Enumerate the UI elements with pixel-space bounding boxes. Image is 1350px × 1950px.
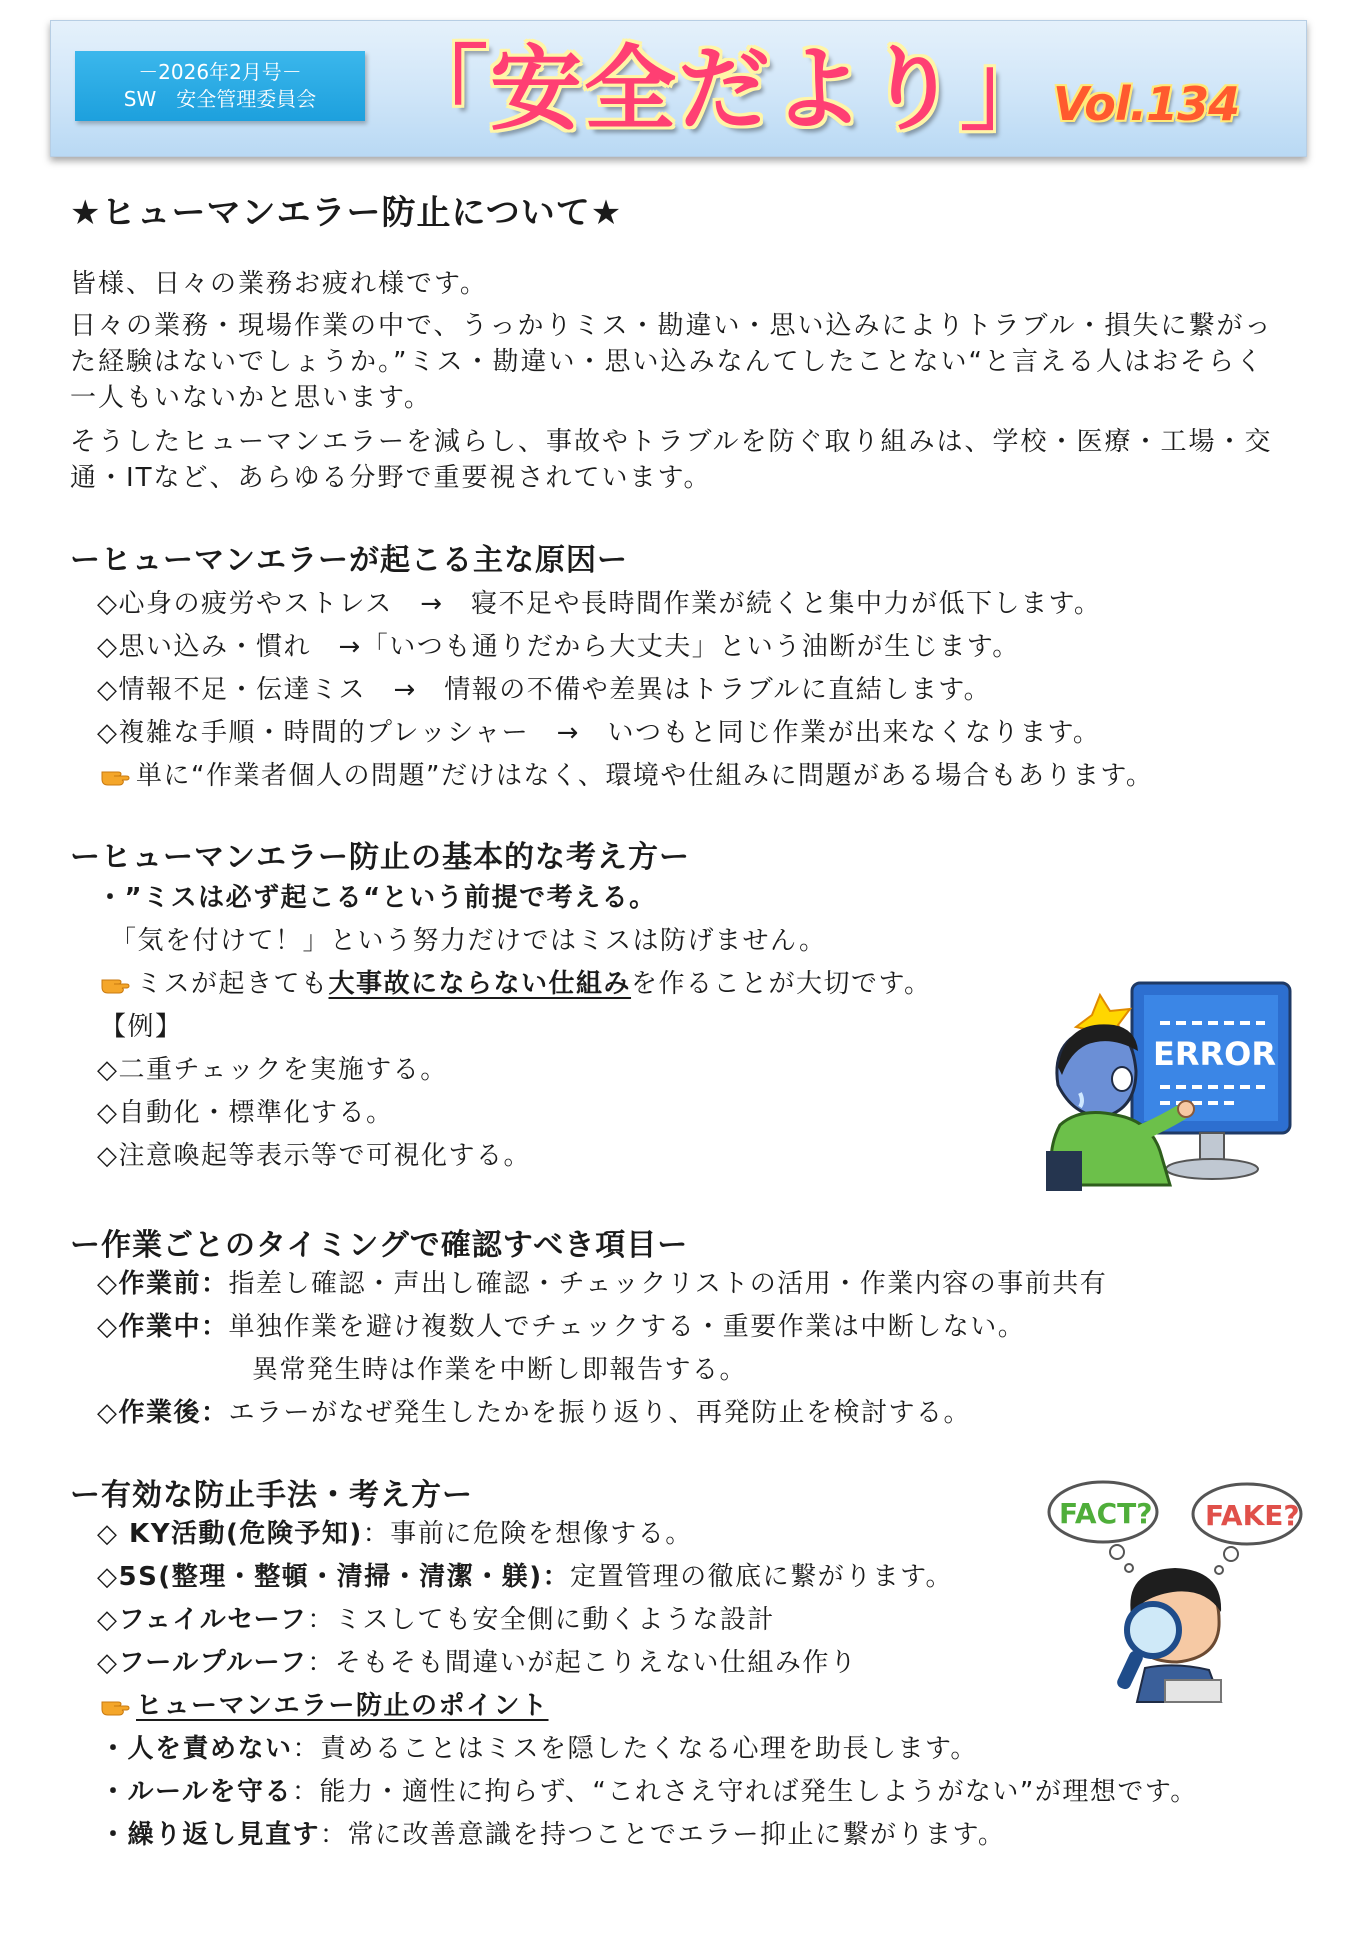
timing-item-before bbox=[97, 1266, 1107, 1302]
basics-line: 「気を付けて！」という努力だけではミスは防げません。 bbox=[110, 926, 827, 956]
method-text: ：ミスしても安全側に動くような設計 bbox=[307, 1605, 775, 1635]
pointing-hand-icon bbox=[100, 1692, 132, 1718]
error-text: ERROR bbox=[1153, 1035, 1276, 1073]
method-item bbox=[97, 1559, 953, 1595]
methods-heading: ー有効な防止手法・考え方ー bbox=[70, 1478, 473, 1513]
point-before: ミスが起きても bbox=[136, 969, 329, 999]
method-label: ◇フェイルセーフ bbox=[97, 1605, 308, 1635]
method-item bbox=[97, 1645, 857, 1681]
example-item: ◇注意喚起等表示等で可視化する。 bbox=[97, 1141, 531, 1171]
timing-item-after bbox=[97, 1395, 971, 1431]
point-after: を作ることが大切です。 bbox=[631, 969, 932, 999]
causes-heading: ーヒューマンエラーが起こる主な原因ー bbox=[70, 543, 628, 578]
issue-label bbox=[75, 51, 365, 121]
newsletter-title: 「安全だより」 bbox=[396, 36, 1055, 143]
method-label: ◇フールプルーフ bbox=[97, 1648, 308, 1678]
issue-date: －2026年2月号－ bbox=[138, 60, 302, 84]
header-banner bbox=[50, 20, 1307, 157]
points-heading: ヒューマンエラー防止のポイント bbox=[136, 1691, 549, 1721]
point-text: ：能力・適性に拘らず、“これさえ守れば発生しようがない”が理想です。 bbox=[291, 1777, 1198, 1807]
timing-item-during bbox=[97, 1309, 1025, 1345]
timing-label: ◇作業中： bbox=[97, 1312, 229, 1342]
committee-name: SW 安全管理委員会 bbox=[123, 87, 317, 111]
point-label: ・ルールを守る bbox=[100, 1777, 292, 1807]
timing-text: 指差し確認・声出し確認・チェックリストの活用・作業内容の事前共有 bbox=[228, 1269, 1108, 1299]
method-item bbox=[97, 1516, 693, 1552]
volume-number: Vol.134 bbox=[1053, 77, 1240, 131]
cause-item: ◇情報不足・伝達ミス → 情報の不備や差異はトラブルに直結します。 bbox=[97, 675, 992, 705]
method-text: 定置管理の徹底に繋がります。 bbox=[570, 1562, 953, 1592]
point-item bbox=[100, 1774, 1198, 1810]
example-label: 【例】 bbox=[100, 1012, 183, 1042]
method-text: ：事前に危険を想像する。 bbox=[362, 1519, 693, 1549]
causes-note-text: 単に“作業者個人の問題”だけはなく、環境や仕組みに問題がある場合もあります。 bbox=[136, 761, 1154, 791]
main-title: ★ヒューマンエラー防止について★ bbox=[70, 193, 623, 233]
pointing-hand-icon bbox=[100, 970, 132, 996]
method-item bbox=[97, 1602, 775, 1638]
point-item bbox=[100, 1817, 1005, 1853]
timing-label: ◇作業後： bbox=[97, 1398, 229, 1428]
point-text: ：常に改善意識を持つことでエラー抑止に繋がります。 bbox=[320, 1820, 1006, 1850]
method-text: ：そもそも間違いが起こりえない仕組み作り bbox=[307, 1648, 858, 1678]
cause-item: ◇心身の疲労やストレス → 寝不足や長時間作業が続くと集中力が低下します。 bbox=[97, 589, 1102, 619]
timing-heading: ー作業ごとのタイミングで確認すべき項目ー bbox=[70, 1228, 689, 1263]
timing-text: エラーがなぜ発生したかを振り返り、再発防止を検討する。 bbox=[228, 1398, 972, 1428]
points-heading-row bbox=[100, 1688, 549, 1724]
point-text: ：責めることはミスを隠したくなる心理を助長します。 bbox=[292, 1734, 978, 1764]
method-label: ◇5S(整理・整頓・清掃・清潔・躾)： bbox=[97, 1562, 571, 1592]
method-label: ◇ KY活動(危険予知) bbox=[97, 1519, 363, 1549]
cause-item: ◇複雑な手順・時間的プレッシャー → いつもと同じ作業が出来なくなります。 bbox=[97, 718, 1101, 748]
basics-point bbox=[100, 966, 931, 1002]
fake-label: FAKE? bbox=[1205, 1499, 1300, 1532]
example-item: ◇自動化・標準化する。 bbox=[97, 1098, 394, 1128]
timing-text: 単独作業を避け複数人でチェックする・重要作業は中断しない。 bbox=[228, 1312, 1026, 1342]
pointing-hand-icon bbox=[100, 762, 132, 788]
point-label: ・人を責めない bbox=[100, 1734, 293, 1764]
intro-paragraph-1: 日々の業務・現場作業の中で、うっかりミス・勘違い・思い込みによりトラブル・損失に繋がった経験はないでしょうか。”ミス・勘違い・思い込みなんてしたことない“と言える人はおそらく一人もいないかと思います。 bbox=[70, 311, 1273, 413]
causes-note bbox=[100, 758, 1153, 794]
intro-paragraph-2: そうしたヒューマンエラーを減らし、事故やトラブルを防ぐ取り組みは、学校・医療・工場・交通・ITなど、あらゆる分野で重要視されています。 bbox=[70, 427, 1273, 493]
error-monitor-illustration bbox=[1040, 975, 1300, 1195]
basics-heading: ーヒューマンエラー防止の基本的な考え方ー bbox=[70, 840, 690, 875]
basics-premise: ・”ミスは必ず起こる“という前提で考える。 bbox=[97, 883, 657, 913]
timing-item-during-continued: 異常発生時は作業を中断し即報告する。 bbox=[252, 1355, 748, 1385]
fact-fake-illustration bbox=[1045, 1480, 1305, 1705]
point-item bbox=[100, 1731, 978, 1767]
cause-item: ◇思い込み・慣れ →「いつも通りだから大丈夫」という油断が生じます。 bbox=[97, 632, 1020, 662]
point-label: ・繰り返し見直す bbox=[100, 1820, 321, 1850]
timing-label: ◇作業前： bbox=[97, 1269, 229, 1299]
example-item: ◇二重チェックを実施する。 bbox=[97, 1055, 448, 1085]
intro-greeting: 皆様、日々の業務お疲れ様です。 bbox=[70, 269, 488, 299]
fact-label: FACT? bbox=[1059, 1497, 1153, 1530]
point-emphasis: 大事故にならない仕組み bbox=[328, 969, 632, 999]
